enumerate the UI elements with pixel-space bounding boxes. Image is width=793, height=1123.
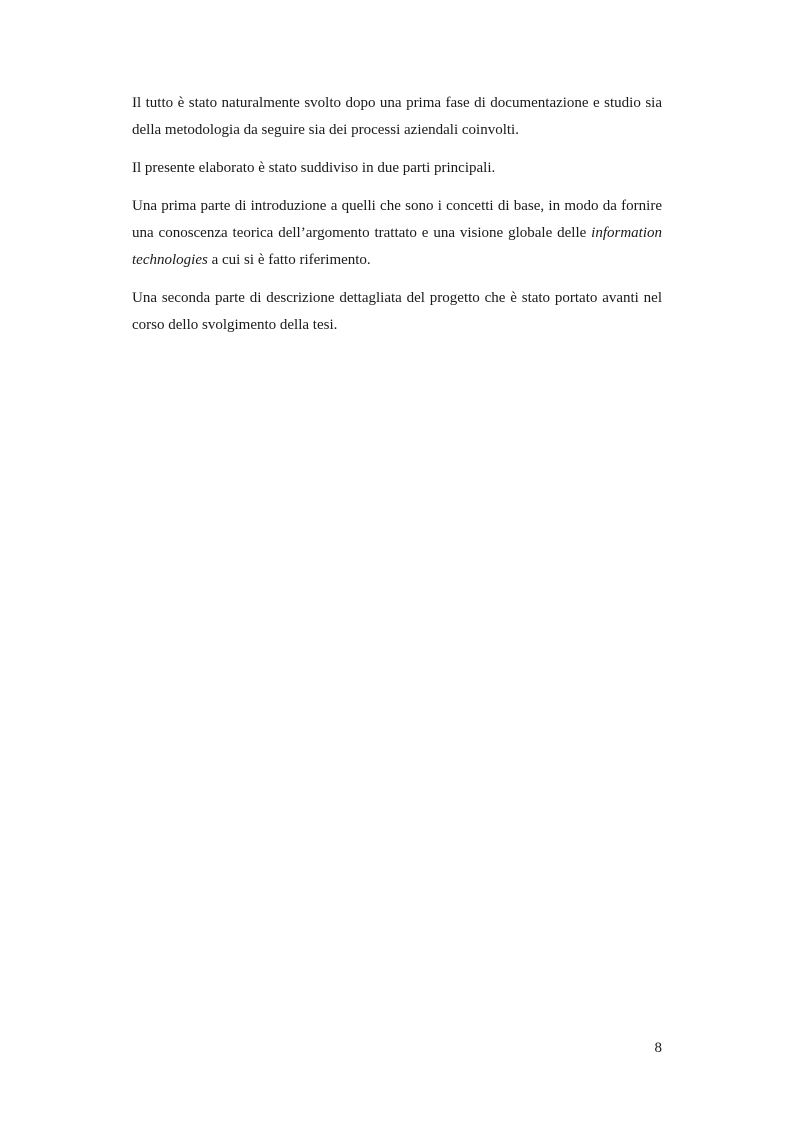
paragraph-3-text-before: Una prima parte di introduzione a quelli che sono i concetti di base, in modo da fornire una conoscenza teorica dell’argomento trattato e una visione globale delle: [132, 198, 662, 241]
paragraph-3: [132, 193, 662, 274]
paragraph-4: Una seconda parte di descrizione dettagliata del progetto che è stato portato avanti nel corso dello svolgimento della tesi.: [132, 290, 662, 333]
italic-term: information technologies: [132, 225, 662, 268]
paragraph-3-text-after: a cui si è fatto riferimento.: [207, 252, 371, 268]
page-number: 8: [654, 1040, 662, 1056]
paragraph-2: Il presente elaborato è stato suddiviso in due parti principali.: [132, 160, 496, 176]
body-text: [132, 90, 662, 350]
paragraph-1: Il tutto è stato naturalmente svolto dopo una prima fase di documentazione e studio sia della metodologia da seguire sia dei processi aziendali coinvolti.: [132, 95, 662, 138]
